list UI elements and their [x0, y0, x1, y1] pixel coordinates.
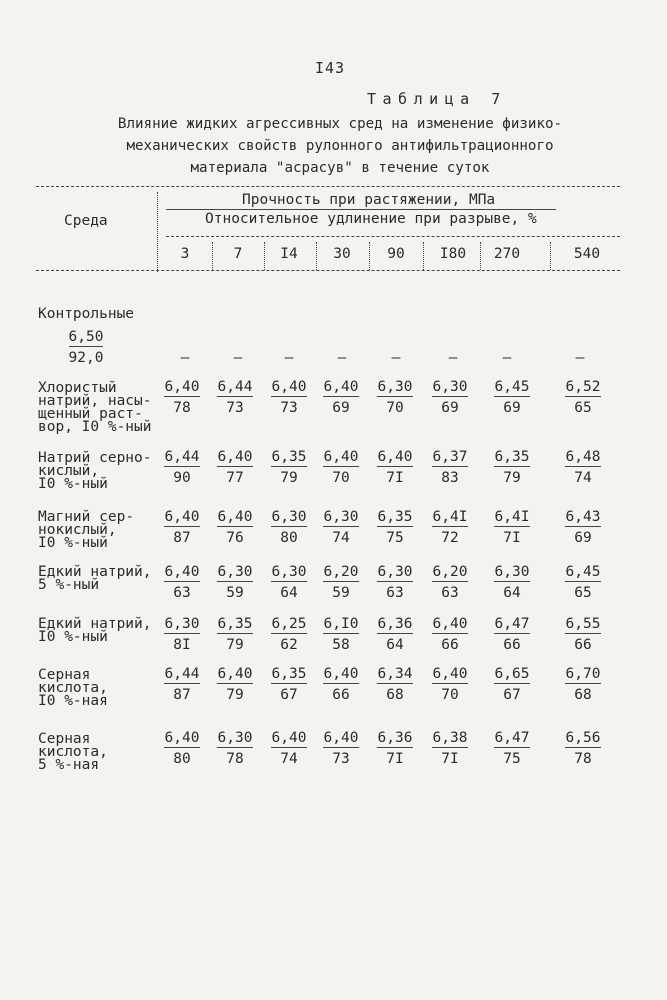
- strength-value: 6,35: [217, 616, 253, 632]
- control-dash: –: [233, 350, 243, 366]
- table-label: Таблица 7: [367, 90, 507, 108]
- table-cell: [424, 563, 476, 602]
- strength-value: 6,30: [271, 509, 307, 525]
- column-header-3: 3: [180, 246, 190, 262]
- elongation-value: 67: [280, 687, 298, 703]
- elongation-value: 79: [503, 470, 521, 486]
- table-cell: [209, 448, 261, 487]
- strength-value: 6,38: [432, 730, 468, 746]
- table-cell: [156, 508, 208, 547]
- strength-value: 6,45: [565, 564, 601, 580]
- row-label-line: Едкий натрий,: [38, 616, 152, 632]
- strength-value: 6,40: [164, 509, 200, 525]
- elongation-value: 73: [226, 400, 244, 416]
- elongation-value: 79: [226, 637, 244, 653]
- row-label: [38, 669, 108, 708]
- elongation-value: 70: [332, 470, 350, 486]
- elongation-value: 63: [173, 585, 191, 601]
- table-cell: [315, 563, 367, 602]
- elongation-value: 78: [226, 751, 244, 767]
- row-label-line: 5 %-ный: [38, 577, 100, 593]
- elongation-value: 87: [173, 687, 191, 703]
- elongation-value: 63: [386, 585, 404, 601]
- elongation-value: 83: [441, 470, 459, 486]
- elongation-value: 58: [332, 637, 350, 653]
- table-cell: [557, 729, 609, 768]
- table-cell: [209, 665, 261, 704]
- header-middle-rule: [166, 236, 620, 237]
- header-strength: Прочность при растяжении, МПа: [242, 192, 496, 208]
- header-top-rule: [36, 186, 620, 187]
- row-label: [38, 566, 152, 592]
- table-cell: [369, 615, 421, 654]
- table-cell: [369, 448, 421, 487]
- elongation-value: 7I: [386, 470, 404, 486]
- table-cell: [557, 448, 609, 487]
- column-header-180: I80: [439, 246, 467, 262]
- elongation-value: 69: [441, 400, 459, 416]
- strength-value: 6,52: [565, 379, 601, 395]
- table-cell: [369, 378, 421, 417]
- row-label-line: кислота,: [38, 680, 108, 696]
- strength-value: 6,40: [323, 666, 359, 682]
- elongation-value: 8I: [173, 637, 191, 653]
- elongation-value: 67: [503, 687, 521, 703]
- elongation-value: 69: [574, 530, 592, 546]
- elongation-value: 7I: [441, 751, 459, 767]
- row-label: [38, 733, 108, 772]
- table-cell: [156, 729, 208, 768]
- table-cell: [486, 615, 538, 654]
- elongation-value: 70: [386, 400, 404, 416]
- strength-value: 6,47: [494, 616, 530, 632]
- strength-value: 6,40: [432, 666, 468, 682]
- control-dash: –: [575, 350, 585, 366]
- strength-value: 6,43: [565, 509, 601, 525]
- column-divider: [480, 242, 481, 270]
- table-cell: [424, 729, 476, 768]
- column-divider: [423, 242, 424, 270]
- row-label-line: кислота,: [38, 744, 108, 760]
- table-cell: [424, 665, 476, 704]
- elongation-value: 69: [332, 400, 350, 416]
- strength-value: 6,20: [323, 564, 359, 580]
- strength-value: 6,65: [494, 666, 530, 682]
- strength-value: 6,I0: [323, 616, 359, 632]
- elongation-value: 66: [503, 637, 521, 653]
- strength-value: 6,56: [565, 730, 601, 746]
- strength-value: 6,30: [217, 564, 253, 580]
- header-strength-underline: [166, 209, 556, 210]
- table-cell: [263, 563, 315, 602]
- strength-value: 6,40: [164, 564, 200, 580]
- control-elongation: 92,0: [68, 350, 104, 366]
- elongation-value: 77: [226, 470, 244, 486]
- strength-value: 6,20: [432, 564, 468, 580]
- control-dash: –: [502, 350, 512, 366]
- strength-value: 6,40: [323, 730, 359, 746]
- elongation-value: 66: [441, 637, 459, 653]
- strength-value: 6,37: [432, 449, 468, 465]
- strength-value: 6,30: [217, 730, 253, 746]
- elongation-value: 7I: [386, 751, 404, 767]
- control-label: Контрольные: [38, 306, 135, 322]
- elongation-value: 79: [226, 687, 244, 703]
- row-label-line: Едкий натрий,: [38, 564, 152, 580]
- table-cell: [424, 378, 476, 417]
- strength-value: 6,36: [377, 730, 413, 746]
- strength-value: 6,25: [271, 616, 307, 632]
- elongation-value: 65: [574, 400, 592, 416]
- elongation-value: 64: [503, 585, 521, 601]
- elongation-value: 78: [173, 400, 191, 416]
- row-label: [38, 511, 134, 550]
- elongation-value: 65: [574, 585, 592, 601]
- strength-value: 6,44: [164, 666, 200, 682]
- elongation-value: 75: [386, 530, 404, 546]
- control-values: [64, 328, 108, 367]
- table-title-line: механических свойств рулонного антифильтрационного: [126, 138, 554, 154]
- table-cell: [263, 665, 315, 704]
- row-label: [38, 618, 152, 644]
- control-strength: 6,50: [68, 329, 104, 345]
- elongation-value: 68: [386, 687, 404, 703]
- row-label-line: Натрий серно-: [38, 450, 152, 466]
- strength-value: 6,40: [271, 379, 307, 395]
- strength-value: 6,4I: [432, 509, 468, 525]
- strength-value: 6,30: [494, 564, 530, 580]
- elongation-value: 87: [173, 530, 191, 546]
- column-divider: [316, 242, 317, 270]
- table-cell: [557, 378, 609, 417]
- table-cell: [315, 729, 367, 768]
- elongation-value: 90: [173, 470, 191, 486]
- table-cell: [424, 448, 476, 487]
- elongation-value: 66: [574, 637, 592, 653]
- elongation-value: 62: [280, 637, 298, 653]
- elongation-value: 66: [332, 687, 350, 703]
- elongation-value: 74: [332, 530, 350, 546]
- table-cell: [486, 508, 538, 547]
- row-label-line: кислый,: [38, 463, 100, 479]
- strength-value: 6,30: [164, 616, 200, 632]
- row-label-line: I0 %-ная: [38, 693, 108, 709]
- column-header-14: I4: [280, 246, 298, 262]
- table-cell: [209, 563, 261, 602]
- elongation-value: 64: [280, 585, 298, 601]
- strength-value: 6,40: [217, 449, 253, 465]
- table-cell: [557, 665, 609, 704]
- elongation-value: 75: [503, 751, 521, 767]
- table-cell: [263, 508, 315, 547]
- strength-value: 6,48: [565, 449, 601, 465]
- table-cell: [315, 378, 367, 417]
- row-label: [38, 452, 152, 491]
- strength-value: 6,30: [271, 564, 307, 580]
- table-cell: [156, 563, 208, 602]
- table-cell: [369, 665, 421, 704]
- strength-value: 6,40: [323, 449, 359, 465]
- row-label-line: Серная: [38, 731, 91, 747]
- table-cell: [369, 729, 421, 768]
- row-label-line: Магний сер-: [38, 509, 135, 525]
- control-dash: –: [284, 350, 294, 366]
- column-divider: [369, 242, 370, 270]
- elongation-value: 68: [574, 687, 592, 703]
- header-bottom-rule: [36, 270, 620, 271]
- strength-value: 6,35: [377, 509, 413, 525]
- elongation-value: 74: [574, 470, 592, 486]
- strength-value: 6,4I: [494, 509, 530, 525]
- row-label-line: Хлористый: [38, 380, 117, 396]
- elongation-value: 72: [441, 530, 459, 546]
- table-cell: [156, 665, 208, 704]
- control-dash: –: [448, 350, 458, 366]
- row-label-line: 5 %-ная: [38, 757, 100, 773]
- page-number: I43: [314, 59, 346, 77]
- strength-value: 6,40: [217, 666, 253, 682]
- table-cell: [369, 508, 421, 547]
- table-cell: [486, 665, 538, 704]
- elongation-value: 59: [332, 585, 350, 601]
- elongation-value: 63: [441, 585, 459, 601]
- table-cell: [209, 508, 261, 547]
- table-cell: [263, 448, 315, 487]
- table-cell: [156, 615, 208, 654]
- table-cell: [486, 378, 538, 417]
- row-label-line: I0 %-ный: [38, 535, 108, 551]
- table-cell: [209, 615, 261, 654]
- strength-value: 6,40: [217, 509, 253, 525]
- column-header-7: 7: [233, 246, 243, 262]
- table-title-line: материала "асрасув" в течение суток: [190, 160, 490, 176]
- control-dash: –: [391, 350, 401, 366]
- elongation-value: 73: [280, 400, 298, 416]
- table-cell: [486, 729, 538, 768]
- elongation-value: 69: [503, 400, 521, 416]
- table-cell: [263, 378, 315, 417]
- table-cell: [557, 508, 609, 547]
- strength-value: 6,40: [323, 379, 359, 395]
- table-cell: [209, 378, 261, 417]
- header-vertical-rule: [157, 192, 158, 272]
- table-cell: [263, 615, 315, 654]
- row-label-line: натрий, насы-: [38, 393, 152, 409]
- table-cell: [424, 615, 476, 654]
- table-cell: [315, 508, 367, 547]
- table-cell: [424, 508, 476, 547]
- elongation-value: 59: [226, 585, 244, 601]
- strength-value: 6,30: [377, 564, 413, 580]
- elongation-value: 64: [386, 637, 404, 653]
- elongation-value: 74: [280, 751, 298, 767]
- strength-value: 6,40: [271, 730, 307, 746]
- column-header-270: 270: [493, 246, 521, 262]
- elongation-value: 70: [441, 687, 459, 703]
- row-label-line: Серная: [38, 667, 91, 683]
- header-environment: Среда: [64, 213, 108, 229]
- table-cell: [315, 615, 367, 654]
- table-cell: [486, 563, 538, 602]
- strength-value: 6,55: [565, 616, 601, 632]
- elongation-value: 73: [332, 751, 350, 767]
- table-title: [30, 113, 650, 179]
- table-cell: [557, 563, 609, 602]
- strength-value: 6,40: [164, 730, 200, 746]
- row-label-line: вор, I0 %-ный: [38, 419, 152, 435]
- table-title-line: Влияние жидких агрессивных сред на изменение физико-: [117, 116, 563, 132]
- table-cell: [209, 729, 261, 768]
- row-label-line: нокислый,: [38, 522, 117, 538]
- control-dash: –: [337, 350, 347, 366]
- elongation-value: 80: [173, 751, 191, 767]
- strength-value: 6,35: [271, 449, 307, 465]
- table-cell: [263, 729, 315, 768]
- row-label: [38, 382, 152, 434]
- strength-value: 6,35: [494, 449, 530, 465]
- elongation-value: 79: [280, 470, 298, 486]
- strength-value: 6,35: [271, 666, 307, 682]
- row-label-line: I0 %-ный: [38, 476, 108, 492]
- table-cell: [557, 615, 609, 654]
- table-cell: [315, 665, 367, 704]
- strength-value: 6,36: [377, 616, 413, 632]
- table-cell: [486, 448, 538, 487]
- strength-value: 6,30: [323, 509, 359, 525]
- row-label-line: I0 %-ный: [38, 629, 108, 645]
- table-cell: [156, 378, 208, 417]
- table-cell: [156, 448, 208, 487]
- table-cell: [315, 448, 367, 487]
- strength-value: 6,70: [565, 666, 601, 682]
- strength-value: 6,45: [494, 379, 530, 395]
- strength-value: 6,44: [217, 379, 253, 395]
- column-divider: [264, 242, 265, 270]
- header-elongation: Относительное удлинение при разрыве, %: [205, 211, 537, 227]
- elongation-value: 7I: [503, 530, 521, 546]
- column-header-90: 90: [387, 246, 405, 262]
- table-cell: [369, 563, 421, 602]
- strength-value: 6,47: [494, 730, 530, 746]
- strength-value: 6,44: [164, 449, 200, 465]
- strength-value: 6,34: [377, 666, 413, 682]
- column-divider: [550, 242, 551, 270]
- strength-value: 6,30: [432, 379, 468, 395]
- strength-value: 6,40: [432, 616, 468, 632]
- row-label-line: щенный раст-: [38, 406, 143, 422]
- strength-value: 6,30: [377, 379, 413, 395]
- elongation-value: 80: [280, 530, 298, 546]
- strength-value: 6,40: [377, 449, 413, 465]
- column-header-540: 540: [573, 246, 601, 262]
- elongation-value: 78: [574, 751, 592, 767]
- elongation-value: 76: [226, 530, 244, 546]
- column-divider: [212, 242, 213, 270]
- column-header-30: 30: [333, 246, 351, 262]
- strength-value: 6,40: [164, 379, 200, 395]
- control-dash: –: [180, 350, 190, 366]
